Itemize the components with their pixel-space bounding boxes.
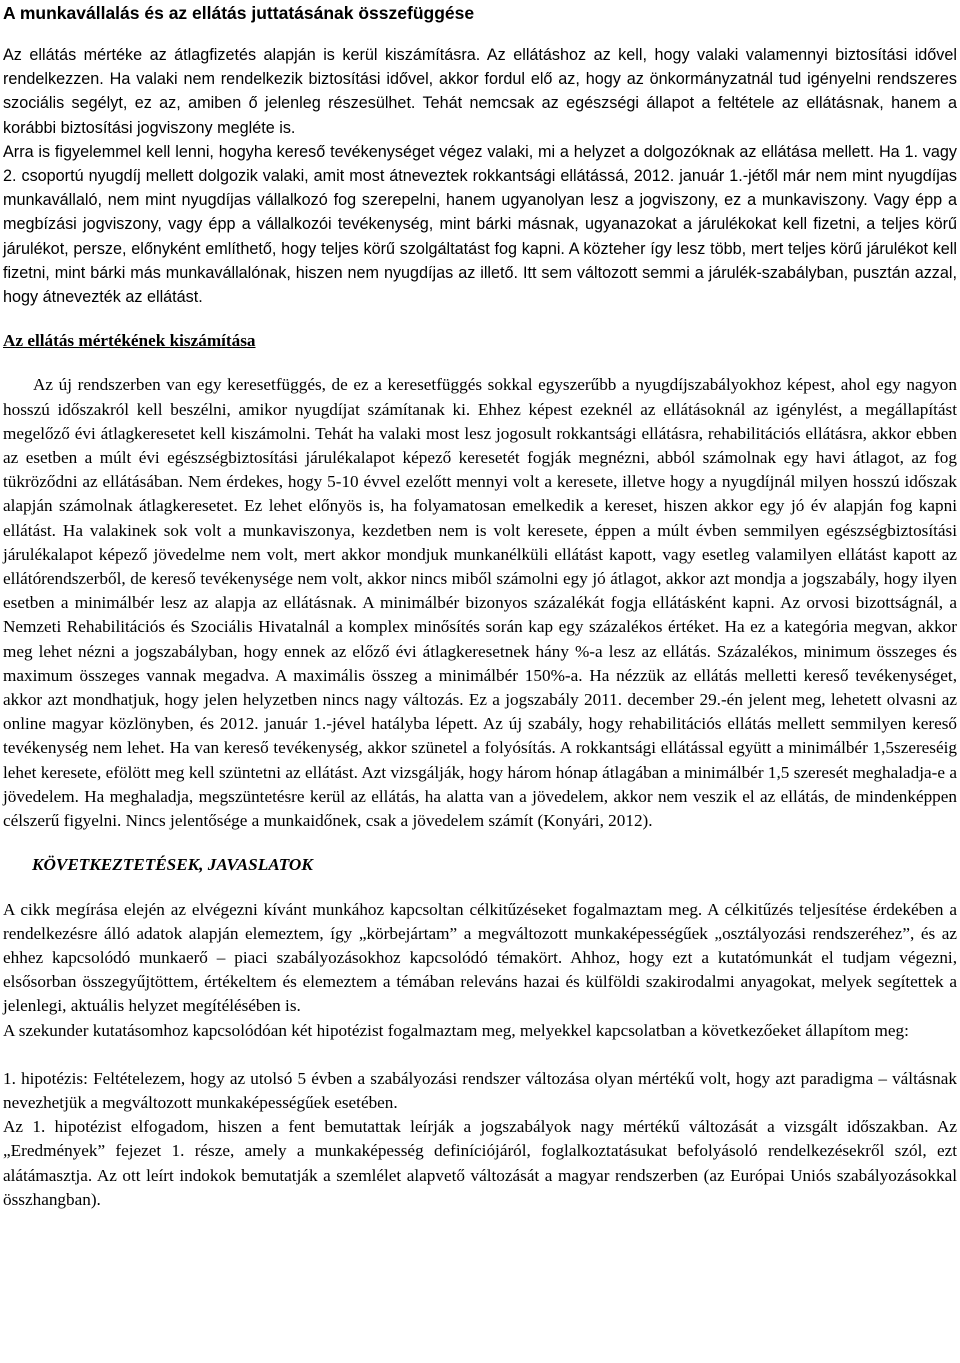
paragraph: A szekunder kutatásomhoz kapcsolódóan két hipotézist fogalmaztam meg, melyekkel kapcsolatban a következőeket állapítom meg: [3,1020,909,1040]
paragraph: A cikk megírása elején az elvégezni kívánt munkához kapcsoltan célkitűzéseket fogalmaztam meg. A célkitűzés teljesítése érdekében a rendelkezésre álló adatok alapján elemeztem, így „körbejártam” a megváltozott munkaképességűek „osztályozási rendszeréhez”, és az ehhez kapcsolódó munkaerő – piaci szabályozásokhoz kapcsolódó témakört. Ahhoz, hogy ezt a kutatómunkát el tudjam végezni, elsősorban összegyűjtöttem, értékeltem és elemeztem a témában releváns hazai és külföldi szakirodalmi anyagokat, melyek segítettek a jelenlegi, aktuális helyzet megítélésében is. [3,899,957,1016]
paragraph: 1. hipotézis: Feltételezem, hogy az utolsó 5 évben a szabályozási rendszer változása olyan mértékű volt, hogy azt paradigma – váltásnak nevezhetjük a megváltozott munkaképességűek esetében. [3,1068,957,1112]
paragraph: Az új rendszerben van egy keresetfüggés, de ez a keresetfüggés sokkal egyszerűbb a nyugdíjszabályokhoz képest, ahol egy nagyon hosszú időszakról kell beszélni, amikor nyugdíjat számítanak ki. Ehhez képest ezeknél az ellátásoknál az igénylést, a megállapítást megelőző évi átlagkeresetet kell kiszámolni. Tehát ha valaki most lesz jogosult rokkantsági ellátásra, rehabilitációs ellátásra, akkor ebben az esetben a múlt évi egészségbiztosítási járulékalapot képező keresetét fogják megnézni, abból számolnak egy havi átlagot, az fog tükröződni az ellátásában. Nem érdekes, hogy 5-10 évvel ezelőtt mennyi volt a keresete, illetve hogy a nyugdíjnál milyen hosszú időszak alapján számolnak átlagkeresetet. Ez lehet előnyös is, ha folyamatosan emelkedik a kereset, hiszen akkor egy jó év alapján fog kapni ellátást. Ha valakinek sok volt a munkaviszonya, kezdetben nem is volt keresete, éppen a múlt évben semmilyen egészségbiztosítási járulékalapot képező jövedelme nem volt, mert akkor mondjuk munkanélküli ellátást kapott, vagy esetleg valamilyen ellátást kapott az ellátórendszerből, de kereső tevékenysége nem volt, akkor nincs miből számolni egy jó átlagot, akkor azt mondja a jogszabály, hogy ilyen esetben a minimálbér lesz az alapja az ellátásnak. A minimálbér bizonyos százalékát fogja ellátásként kapni. Az orvosi bizottságnál, a Nemzeti Rehabilitációs és Szociális Hivatalnál a komplex minősítés során kap egy százalékos értéket. Ha ez a kategória megvan, akkor meg lehet nézni a jogszabályban, hogy ennek az előző évi átlagkeresetnek hány %-a lesz az ellátás. Százalékos, minimum összeges és maximum összeges vannak megadva. A maximális összeg a minimálbér 150%-a. Ha nézzük az ellátás melletti kereső tevékenységet, akkor azt mondhatjuk, hogy jelen helyzetben nincs nagy változás. Ez a jogszabály 2011. december 29.-én jelent meg, lehetett olvasni az online magyar közlönyben, és 2012. január 1.-jével hatályba lépett. Az új szabály, hogy rehabilitációs ellátás mellett semmilyen kereső tevékenység nem lehet. Ha van kereső tevékenység, akkor szünetel a folyósítás. A rokkantsági ellátással együtt a minimálbér 1,5szereséig lehet keresete, efölött meg kell szüntetni az ellátást. Azt vizsgálják, hogy három hónap átlagában a minimálbér 1,5 szeresét meghaladja-e a jövedelem. Ha meghaladja, megszüntetésre kerül az ellátás, ha alatta van a jövedelem, akkor nem veszik el az ellátás, de mindenképpen célszerű figyelni. Nincs jelentősége a munkaidőnek, csak a jövedelem számít (Konyári, 2012). [3,375,957,831]
paragraph: Az 1. hipotézist elfogadom, hiszen a fent bemutattak leírják a jogszabályok nagy mértékű változását a vizsgált időszakban. Az „Eredmények” fejezet 1. része, amely a munkaképesség definíciójáról, foglalkoztatásukat befolyásoló rendelkezésekről szól, ezt alátámasztja. Az ott leírt indokok bemutatják a szemlélet alapvető változását a magyar rendszerben (az Európai Uniós szabályozásokkal összhangban). [3,1117,957,1209]
section-heading: Az ellátás mértékének kiszámítása [3,331,256,351]
paragraph: Az ellátás mértéke az átlagfizetés alapján is kerül kiszámításra. Az ellátáshoz az kell, hogy valaki valamennyi biztosítási idővel rendelkezzen. Ha valaki nem rendelkezik biztosítási idővel, akkor fordul elő az, hogy az önkormányzatnál tud igényelni rendszeres szociális segélyt, ez az, amiben ő jelenleg részesülhet. Tehát nemcsak az egészségi állapot a feltétele az ellátásnak, hanem a korábbi biztosítási jogviszony megléte is. [3,46,957,137]
document-title: A munkavállalás és az ellátás juttatásának összefüggése [3,3,475,23]
section-heading: KÖVETKEZTETÉSEK, JAVASLATOK [32,855,313,875]
paragraph: Arra is figyelemmel kell lenni, hogyha kereső tevékenységet végez valaki, mi a helyzet a dolgozóknak az ellátása mellett. Ha 1. vagy 2. csoportú nyugdíj mellett dolgozik valaki, amit most átneveztek rokkantsági ellátássá, 2012. január 1.-jétől már nem mint nyugdíjas munkavállaló, nem mint nyugdíjas vállalkozó fog szerepelni, hanem ugyanolyan lesz a jogviszony, ez a munkaviszony. Vagy épp a megbízási jogviszony, vagy épp a vállalkozói tevékenység, mint bárki másnak, ugyanazokat a járulékokat kell fizetni, a teljes körű járulékot, persze, előnyként említhető, hogy teljes körű szolgáltatást fog kapni. A közteher így lesz több, mert teljes körű járulékot kell fizetni, mint bárki más munkavállalónak, hiszen nem nyugdíjas az illető. Itt sem változott semmi a járulék-szabályban, pusztán azzal, hogy átnevezték az ellátást. [3,142,957,307]
section-intro [3,43,957,309]
spacer [3,1043,957,1067]
